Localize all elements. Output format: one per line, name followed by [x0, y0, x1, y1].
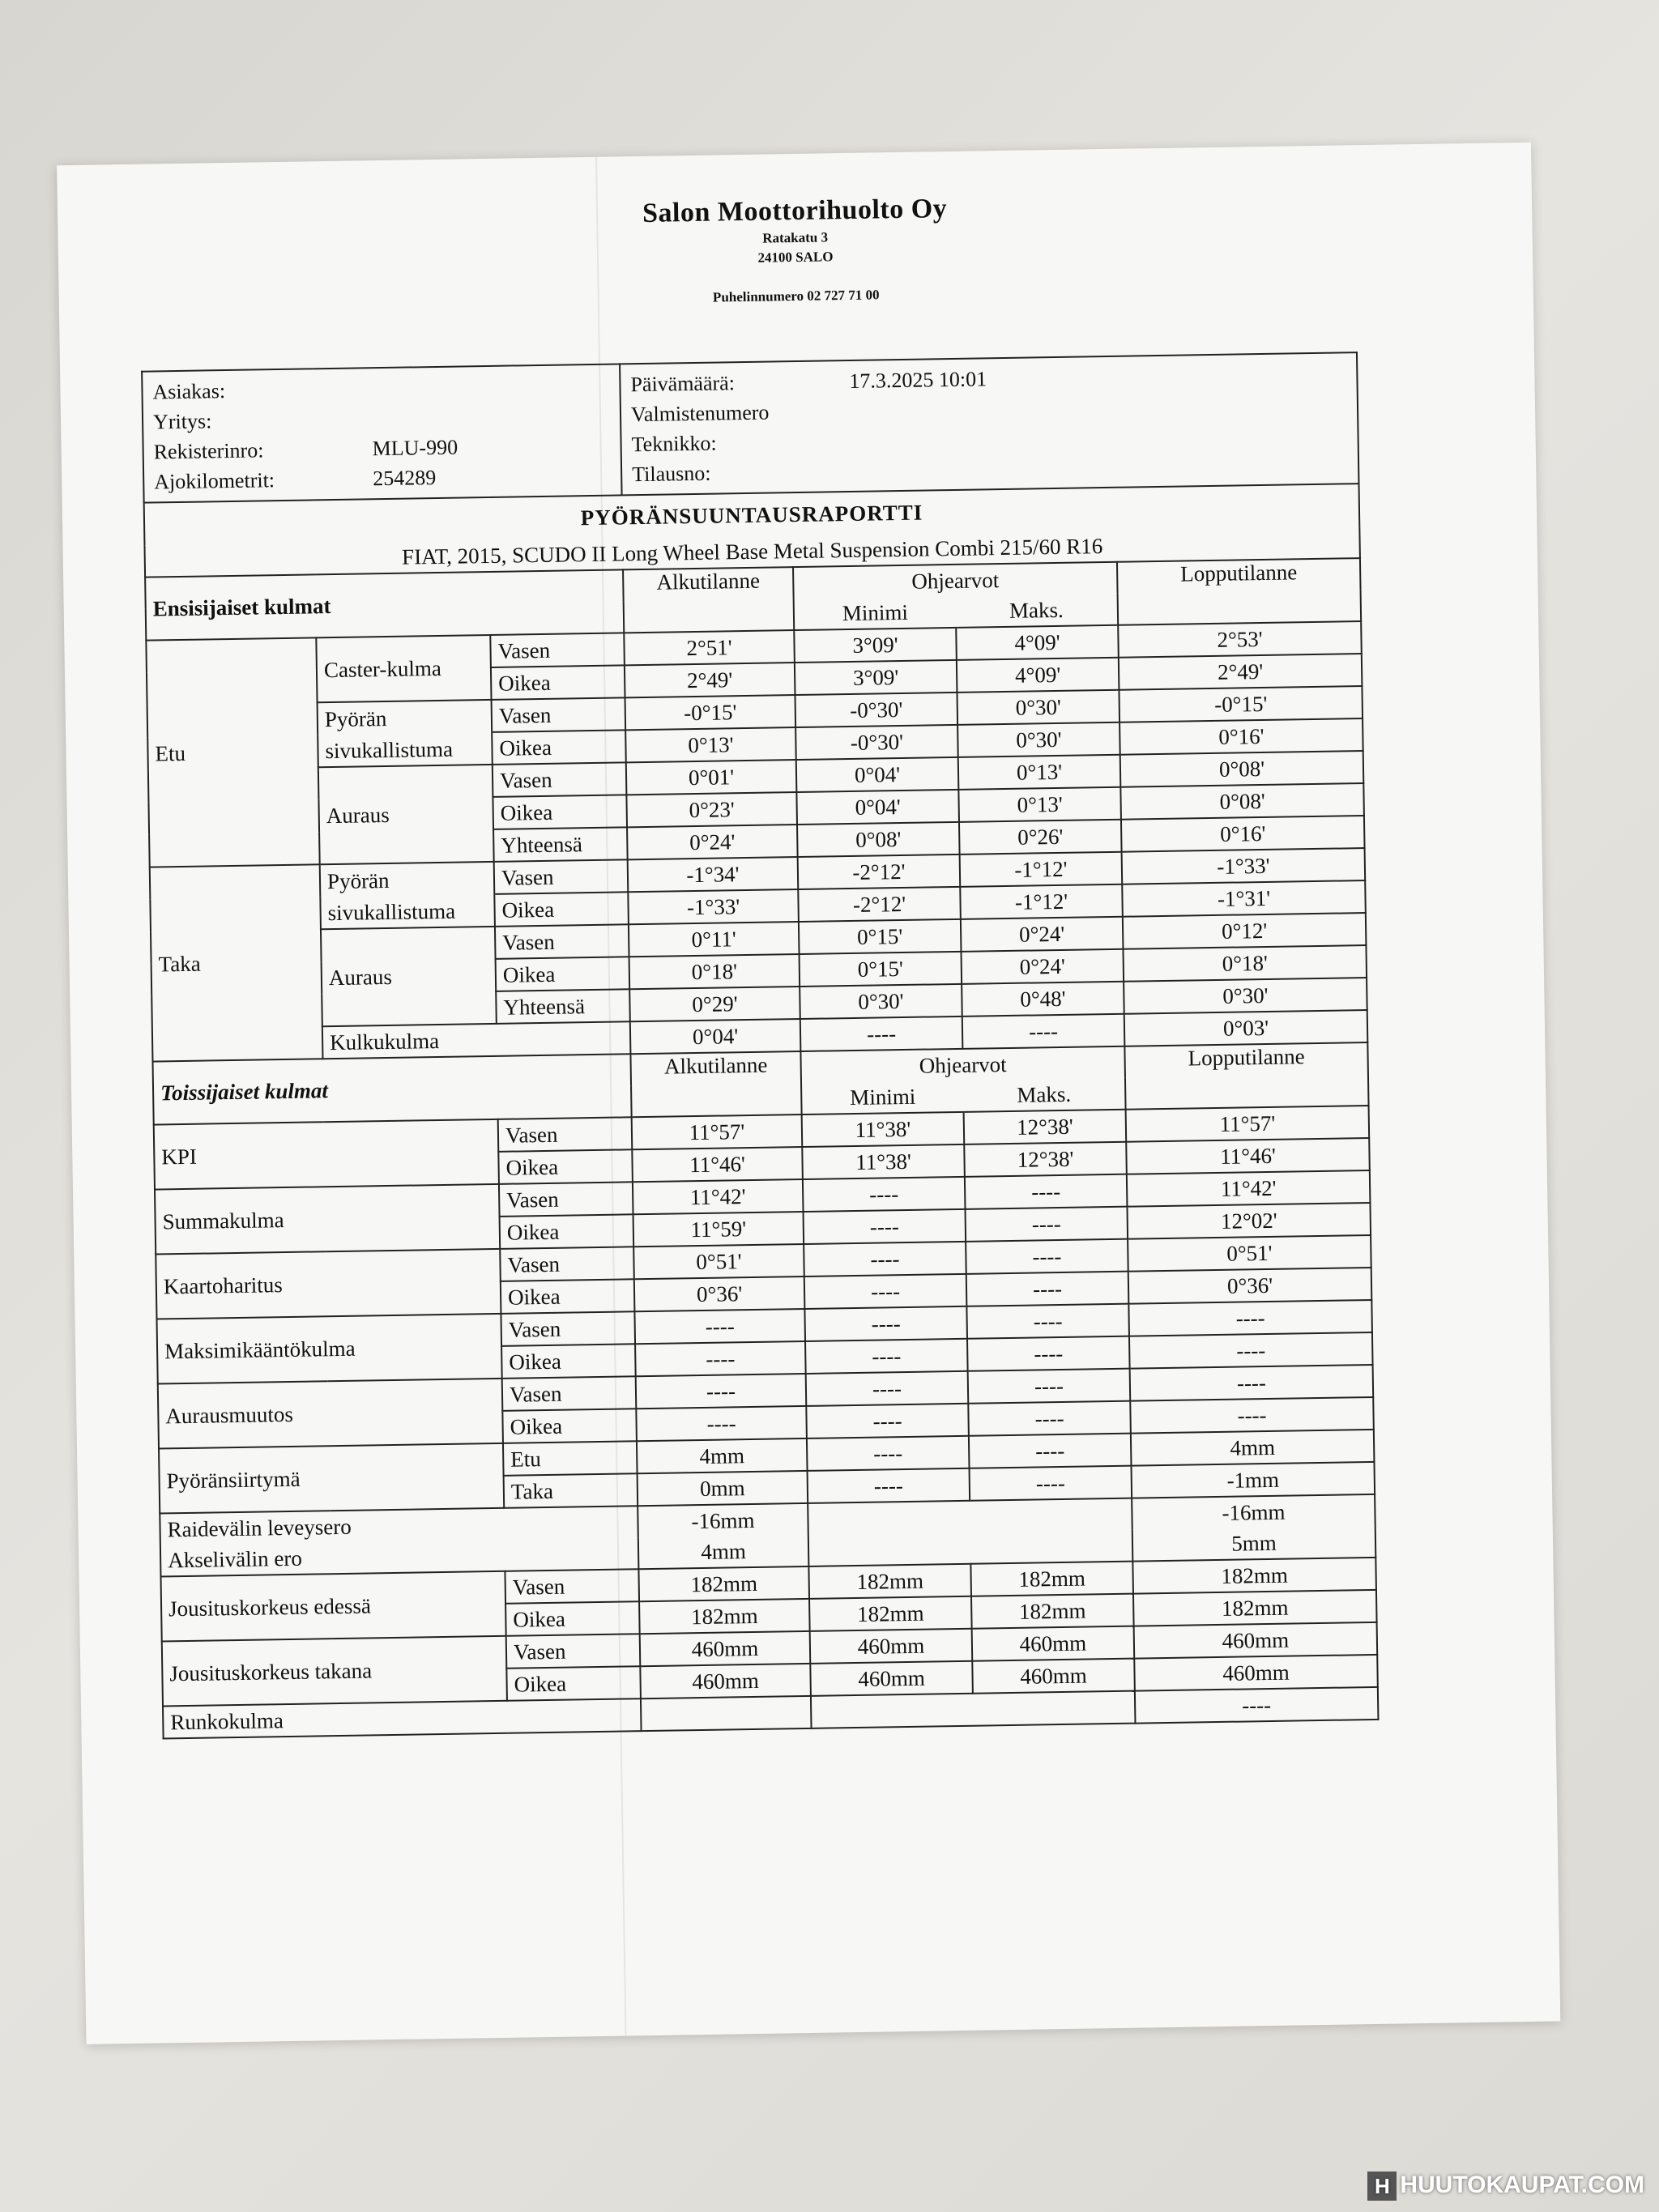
side-label: Oikea: [502, 1409, 637, 1443]
date-label: Päivämäärä:: [630, 371, 736, 397]
col-initial: Alkutilanne: [630, 1051, 801, 1117]
value-initial: 0°13': [625, 727, 796, 762]
value-final: 0°08': [1120, 751, 1364, 787]
value-final: 182mm: [1132, 1558, 1376, 1594]
mileage-label: Ajokilometrit:: [154, 468, 275, 494]
company-street: Ratakatu 3: [762, 229, 829, 246]
value-initial: 2°51': [624, 630, 795, 665]
value-max: -1°12': [960, 884, 1123, 919]
value-initial: 0°29': [629, 987, 800, 1021]
vin-label: Valmistenumero: [630, 400, 770, 427]
value-final: -1mm: [1131, 1462, 1375, 1498]
spec-empty: [811, 1691, 1136, 1728]
watermark-text: HUUTOKAUPAT.COM: [1400, 2171, 1644, 2198]
value-max: ----: [969, 1434, 1132, 1468]
value-max: 12°38': [964, 1110, 1127, 1144]
col-spec: Ohjearvot: [793, 562, 1118, 599]
value-initial: 0°18': [629, 954, 800, 989]
value-final: 11°46': [1126, 1138, 1370, 1174]
value-max: 0°24': [961, 917, 1124, 952]
value-min: ----: [806, 1371, 969, 1406]
value-initial: 0°01': [626, 760, 797, 795]
value-min: ----: [804, 1242, 966, 1276]
side-label: Vasen: [506, 1634, 641, 1669]
camber-label: Pyörän: [318, 700, 493, 735]
value-max: 0°48': [962, 982, 1124, 1016]
value-initial: 0mm: [638, 1471, 808, 1506]
value-final: -16mm: [1132, 1494, 1375, 1530]
value-initial: 11°42': [633, 1179, 804, 1214]
value-max: 182mm: [970, 1562, 1133, 1596]
value-final: ----: [1128, 1300, 1372, 1336]
value-max: 4°09': [956, 625, 1119, 660]
value-initial: 2°49': [625, 663, 795, 697]
kpi-label: KPI: [154, 1119, 499, 1190]
side-label: Vasen: [490, 633, 625, 667]
value-min: -2°12': [798, 855, 961, 889]
value-max: ----: [965, 1174, 1128, 1209]
caster-label: Caster-kulma: [316, 635, 491, 702]
value-final: 0°16': [1121, 816, 1365, 852]
value-initial: 0°23': [626, 792, 797, 827]
value-initial: 11°46': [632, 1147, 803, 1182]
value-final: ----: [1130, 1365, 1374, 1401]
value-final: ----: [1129, 1332, 1373, 1369]
side-label: Oikea: [496, 957, 630, 991]
value-max: ----: [968, 1369, 1131, 1404]
value-min: 11°38': [802, 1144, 965, 1179]
value-min: ----: [805, 1339, 968, 1374]
track-width-diff-label: Raidevälin leveysero: [160, 1506, 638, 1545]
value-min: ----: [807, 1436, 970, 1471]
value-final: 2°53': [1118, 621, 1362, 658]
thrust-angle-label: Kulkukulma: [322, 1021, 631, 1059]
side-label: Taka: [504, 1473, 638, 1508]
company-label: Yritys:: [152, 409, 212, 434]
value-initial: 4mm: [637, 1438, 808, 1473]
value-initial: -1°33': [628, 889, 799, 924]
report-sheet: [57, 143, 1560, 2044]
side-label: Oikea: [505, 1601, 640, 1636]
value-final: 0°30': [1124, 978, 1367, 1014]
side-label: Etu: [503, 1441, 638, 1476]
col-max: Maks.: [963, 1078, 1126, 1112]
side-label: Vasen: [495, 924, 629, 959]
side-label: Vasen: [501, 1311, 635, 1346]
side-label: Oikea: [498, 1149, 633, 1184]
value-final: 460mm: [1134, 1622, 1378, 1659]
value-max: ----: [968, 1401, 1131, 1436]
camber-label-2: sivukallistuma: [320, 894, 495, 929]
value-final: -0°15': [1119, 686, 1363, 722]
value-max: ----: [962, 1014, 1125, 1049]
value-max: 4°09': [957, 658, 1120, 693]
value-final: 0°16': [1120, 718, 1363, 755]
col-spec: Ohjearvot: [800, 1046, 1125, 1083]
value-initial: 0°11': [629, 922, 800, 957]
wheel-offset-label: Pyöränsiirtymä: [159, 1443, 504, 1514]
toe-label: Auraus: [318, 765, 494, 864]
value-initial: ----: [636, 1374, 807, 1409]
value-min: 0°15': [799, 919, 962, 954]
value-initial: 460mm: [640, 1631, 811, 1666]
value-max: 0°13': [958, 755, 1121, 790]
included-angle-label: Summakulma: [155, 1184, 500, 1255]
value-initial: -0°15': [625, 695, 796, 730]
value-max: ----: [967, 1336, 1130, 1371]
registration-value: MLU-990: [372, 435, 458, 461]
value-min: ----: [808, 1468, 970, 1503]
value-initial: ----: [634, 1309, 805, 1344]
side-label: Vasen: [498, 1117, 633, 1152]
value-max: 0°30': [957, 690, 1120, 725]
side-label: Yhteensä: [493, 827, 628, 862]
company-city: 24100 SALO: [757, 249, 834, 266]
value-max: 182mm: [971, 1594, 1134, 1629]
value-min: 460mm: [810, 1629, 973, 1664]
value-min: 182mm: [809, 1596, 972, 1631]
value-max: 0°13': [958, 787, 1121, 822]
value-final: 0°08': [1120, 783, 1364, 820]
value-final: 0°18': [1123, 945, 1367, 982]
side-label: Vasen: [499, 1182, 633, 1217]
info-right: [620, 352, 1358, 495]
value-final: 460mm: [1134, 1655, 1378, 1691]
side-label: Oikea: [494, 892, 629, 927]
value-min: 0°30': [800, 984, 962, 1019]
side-label: Vasen: [505, 1569, 639, 1604]
col-max: Maks.: [956, 594, 1119, 628]
customer-label: Asiakas:: [152, 379, 226, 404]
value-min: ----: [800, 1016, 963, 1051]
value-min: 0°15': [800, 952, 962, 987]
company-header: [58, 185, 1533, 317]
value-final: 12°02': [1127, 1203, 1371, 1239]
value-initial: 0°04': [630, 1019, 801, 1054]
wheelbase-diff-label: Akselivälin ero: [160, 1537, 639, 1576]
date-value: 17.3.2025 10:01: [849, 367, 987, 393]
value-initial: 11°59': [633, 1212, 804, 1247]
camber-label-2: sivukallistuma: [318, 732, 493, 767]
value-final: 2°49': [1119, 654, 1363, 690]
alignment-report-table: [141, 352, 1379, 1739]
value-max: 0°30': [957, 722, 1120, 757]
camber-label: Pyörän: [320, 862, 495, 897]
side-label: Yhteensä: [496, 989, 630, 1024]
value-initial: 460mm: [640, 1664, 811, 1698]
value-max: ----: [965, 1207, 1128, 1242]
spec-empty: [808, 1498, 1132, 1566]
value-max: 460mm: [972, 1626, 1135, 1661]
value-initial: 11°57': [632, 1115, 803, 1149]
registration-label: Rekisterinro:: [153, 438, 264, 464]
value-min: ----: [804, 1274, 967, 1309]
value-max: 0°26': [959, 820, 1122, 855]
company-name: Salon Moottorihuolto Oy: [642, 194, 948, 228]
value-min: 460mm: [810, 1661, 973, 1696]
value-final: 11°57': [1126, 1106, 1370, 1142]
secondary-section-title: Toissijaiset kulmat: [153, 1054, 632, 1124]
value-max: 0°24': [961, 949, 1124, 984]
side-label: Oikea: [501, 1344, 636, 1379]
info-left: [142, 364, 621, 502]
value-final: 5mm: [1132, 1526, 1376, 1562]
value-initial: -16mm: [638, 1503, 808, 1537]
vehicle-description: FIAT, 2015, SCUDO II Long Wheel Base Metal Suspension Combi 215/60 R16: [144, 526, 1359, 578]
value-final: 4mm: [1131, 1430, 1375, 1466]
value-initial: ----: [635, 1341, 806, 1376]
col-min: Minimi: [801, 1080, 964, 1115]
primary-section-title: Ensisijaiset kulmat: [145, 569, 624, 640]
value-max: 12°38': [964, 1142, 1127, 1177]
value-min: 182mm: [808, 1564, 971, 1599]
value-max: ----: [966, 1239, 1128, 1274]
toe-out-on-turns-label: Kaartoharitus: [156, 1249, 501, 1319]
company-phone: Puhelinnumero 02 727 71 00: [712, 287, 880, 305]
max-steering-angle-label: Maksimikääntökulma: [156, 1314, 501, 1384]
value-final: -1°31': [1122, 880, 1366, 917]
value-max: ----: [966, 1304, 1129, 1339]
side-label: Vasen: [500, 1247, 634, 1281]
rear-axle-label: Taka: [150, 864, 323, 1061]
value-min: ----: [806, 1404, 969, 1438]
col-final: Lopputilanne: [1117, 558, 1361, 625]
value-min: -2°12': [798, 887, 961, 922]
order-label: Tilausno:: [631, 461, 711, 487]
value-final: ----: [1130, 1397, 1374, 1434]
side-label: Vasen: [492, 697, 626, 732]
side-label: Oikea: [501, 1279, 635, 1314]
col-min: Minimi: [794, 596, 957, 630]
frame-angle-label: Runkokulma: [163, 1698, 642, 1738]
value-final: 182mm: [1133, 1590, 1377, 1626]
value-initial: -1°34': [628, 857, 799, 892]
col-final: Lopputilanne: [1124, 1042, 1368, 1110]
value-final: ----: [1135, 1687, 1379, 1724]
side-label: Vasen: [502, 1376, 637, 1411]
value-final: 0°51': [1128, 1235, 1371, 1272]
info-block: [142, 352, 1358, 503]
value-final: 0°12': [1123, 913, 1367, 949]
value-max: ----: [966, 1272, 1129, 1306]
side-label: Oikea: [492, 730, 626, 765]
value-initial: 0°24': [627, 825, 798, 859]
value-min: -0°30': [795, 693, 957, 727]
value-min: 11°38': [802, 1112, 965, 1147]
col-initial: Alkutilanne: [623, 567, 794, 633]
value-initial: 0°36': [634, 1276, 805, 1311]
mileage-value: 254289: [373, 465, 437, 491]
side-label: Oikea: [493, 795, 627, 829]
value-initial: 182mm: [639, 1599, 810, 1634]
value-final: -1°33': [1122, 848, 1366, 884]
toe-change-label: Aurausmuutos: [158, 1379, 503, 1449]
value-min: ----: [804, 1209, 966, 1244]
value-max: ----: [970, 1466, 1132, 1501]
ride-height-rear-label: Jousituskorkeus takana: [162, 1636, 507, 1707]
ride-height-front-label: Jousituskorkeus edessä: [160, 1571, 505, 1642]
side-label: Oikea: [500, 1214, 634, 1249]
value-min: 0°08': [797, 822, 960, 857]
value-min: 3°09': [795, 660, 957, 695]
side-label: Oikea: [506, 1666, 641, 1701]
value-min: ----: [804, 1306, 967, 1341]
value-min: 0°04': [796, 757, 959, 792]
side-label: Vasen: [494, 859, 629, 894]
value-final: 0°03': [1124, 1010, 1368, 1046]
value-final: 11°42': [1127, 1170, 1371, 1207]
report-title: PYÖRÄNSUUNTAUSRAPORTTI: [144, 484, 1360, 546]
side-label: Oikea: [491, 665, 625, 700]
value-max: 460mm: [972, 1659, 1135, 1694]
value-min: 3°09': [794, 628, 957, 663]
value-min: ----: [803, 1177, 966, 1212]
front-axle-label: Etu: [146, 637, 319, 867]
technician-label: Teknikko:: [631, 431, 717, 457]
auction-logo-icon: H: [1367, 2172, 1397, 2201]
site-watermark: [1367, 2172, 1644, 2201]
value-min: 0°04': [796, 790, 959, 825]
value-initial: 0°51': [633, 1244, 804, 1279]
value-initial: ----: [636, 1406, 807, 1441]
value-max: -1°12': [960, 852, 1123, 887]
value-initial: 4mm: [638, 1535, 809, 1569]
value-final: 0°36': [1128, 1268, 1372, 1304]
side-label: Vasen: [493, 762, 627, 797]
value-initial: 182mm: [638, 1566, 809, 1601]
value-min: -0°30': [795, 725, 958, 760]
value-initial-empty: [641, 1696, 812, 1731]
toe-label: Auraus: [321, 927, 497, 1026]
